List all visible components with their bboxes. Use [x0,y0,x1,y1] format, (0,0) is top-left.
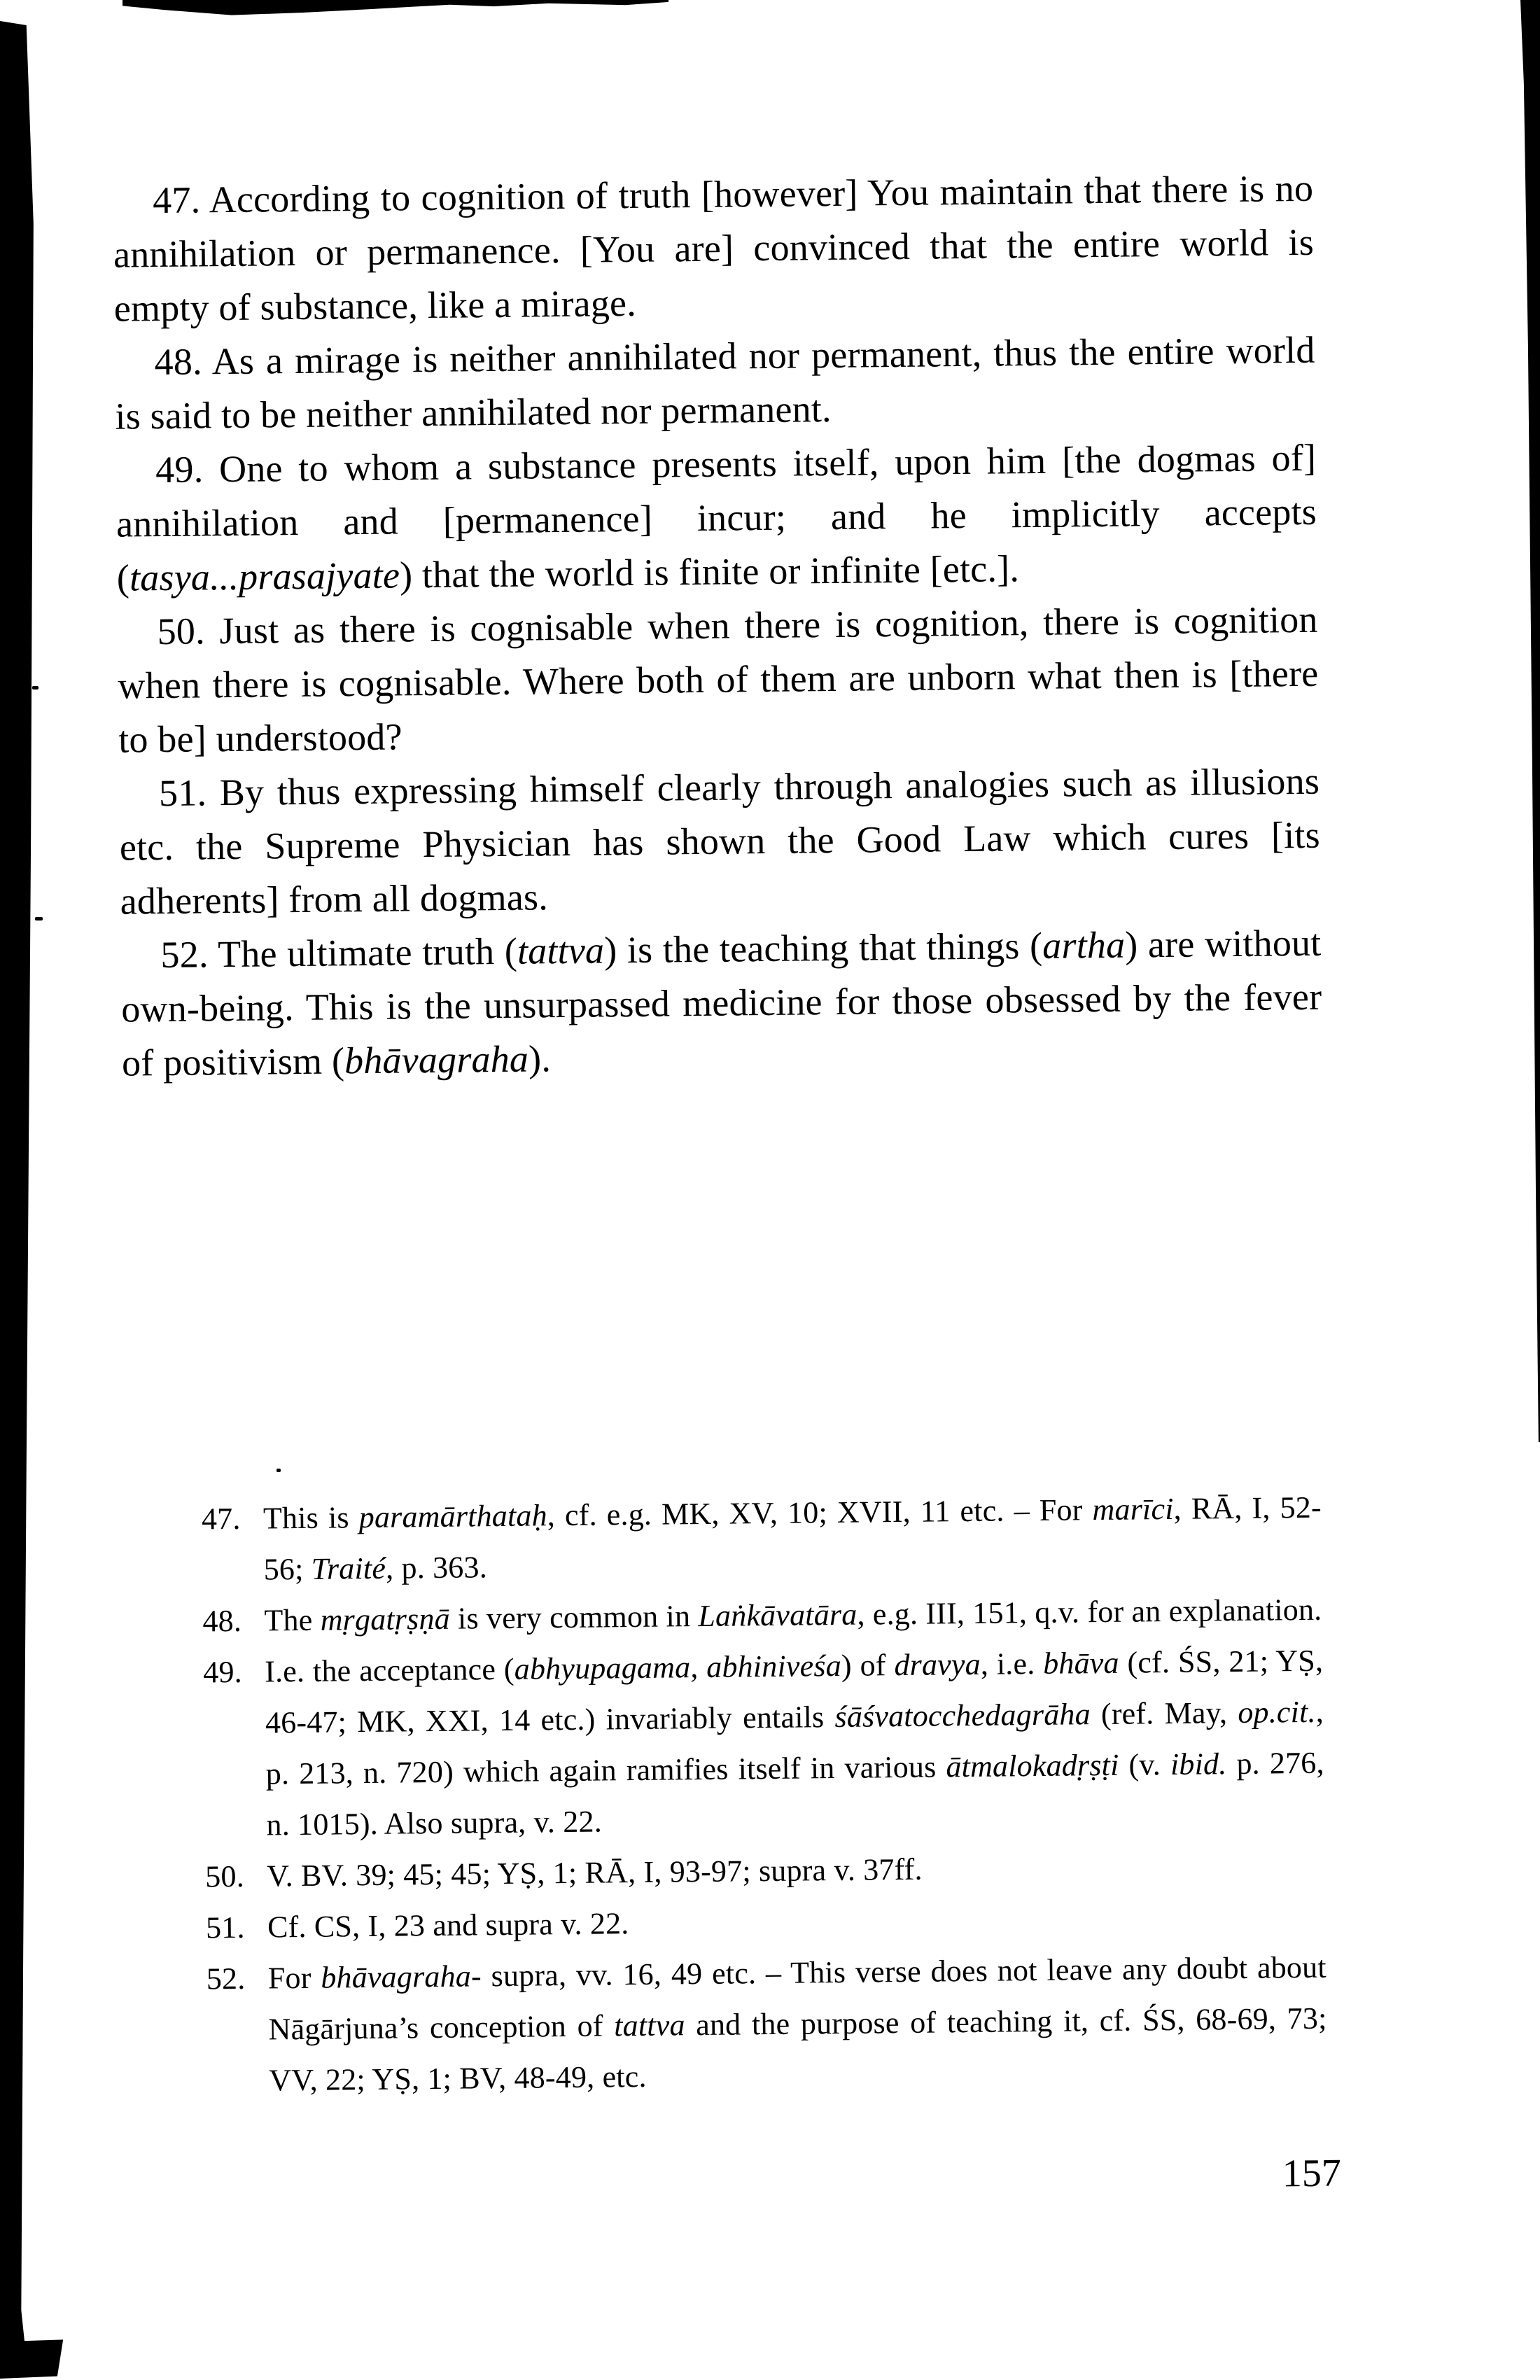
footnote-text: Cf. CS, I, 23 and supra v. 22. [267,1906,629,1945]
footnote-47 [202,1482,1322,1596]
footnote-number: 47. [201,1501,241,1536]
footnote-number: 52. [206,1961,246,1996]
footnote-49 [203,1635,1325,1851]
footnote-number: 49. [202,1654,243,1690]
footnote-52 [206,1942,1327,2107]
page-number: 157 [1282,2151,1342,2196]
footnote-text: The mṛgatṛṣṇā is very common in Laṅkāvatāra, e.g. III, 151, q.v. for an explanation. [264,1592,1322,1638]
footnote-text: I.e. the acceptance (abhyupagama, abhiniveśa) of dravya, i.e. bhāva (cf. ŚS, 21; YṢ, 46-47; MK, XXI, 14 etc.) invariably entails śāśvatocchedagrāha (ref. May, op.cit., p. 213, n. 720) which again ramifies itself in various ātmalokadṛṣṭi (v. ibid. p. 276, n. 1015). Also supra, v. 22. [264,1643,1324,1842]
footnote-text: This is paramārthataḥ, cf. e.g. MK, XV, 10; XVII, 11 etc. – For marīci, RĀ, I, 52-56; Traité, p. 363. [262,1490,1322,1587]
verse-paragraph-49: 49. One to whom a substance presents itself, upon him [the dogmas of] annihilation and [permanence] incur; and he implicitly accepts (tasya...prasajyate) that the world is finite or infinite [etc.]. [115,436,1317,599]
footnote-text: For bhāvagraha- supra, vv. 16, 49 etc. – This verse does not leave any doubt about Nāgārjuna’s conception of tattva and the purpose of teaching it, cf. ŚS, 68-69, 73; VV, 22; YṢ, 1; BV, 48-49, etc. [267,1949,1327,2098]
verse-paragraph-52: 52. The ultimate truth (tattva) is the teaching that things (artha) are without own-being. This is the unsurpassed medicine for those obsessed by the fever of positivism (bhāvagraha). [120,921,1322,1084]
footnote-block [202,1482,1328,2107]
footnote-number: 50. [205,1858,245,1894]
footnote-text: V. BV. 39; 45; 45; YṢ, 1; RĀ, I, 93-97; supra v. 37ff. [267,1851,923,1893]
verse-paragraph-51: 51. By thus expressing himself clearly through analogies such as illusions etc. the Supreme Physician has shown the Good Law which cures [its adherents] from all dogmas. [119,760,1321,923]
footnote-number: 48. [202,1603,242,1639]
verse-block [113,162,1323,1091]
verse-paragraph-47: 47. According to cognition of truth [however] You maintain that there is no annihilation or permanence. [You are] convinced that the entire world is empty of substance, like a mirage. [113,167,1315,330]
footnote-number: 51. [205,1910,245,1945]
verse-paragraph-48: 48. As a mirage is neither annihilated nor permanent, thus the entire world is said to be neither annihilated nor permanent. [115,328,1315,438]
verse-paragraph-50: 50. Just as there is cognisable when there is cognition, there is cognition when there is cognisable. Where both of them are unborn what then is [there to be] understood? [118,598,1319,761]
